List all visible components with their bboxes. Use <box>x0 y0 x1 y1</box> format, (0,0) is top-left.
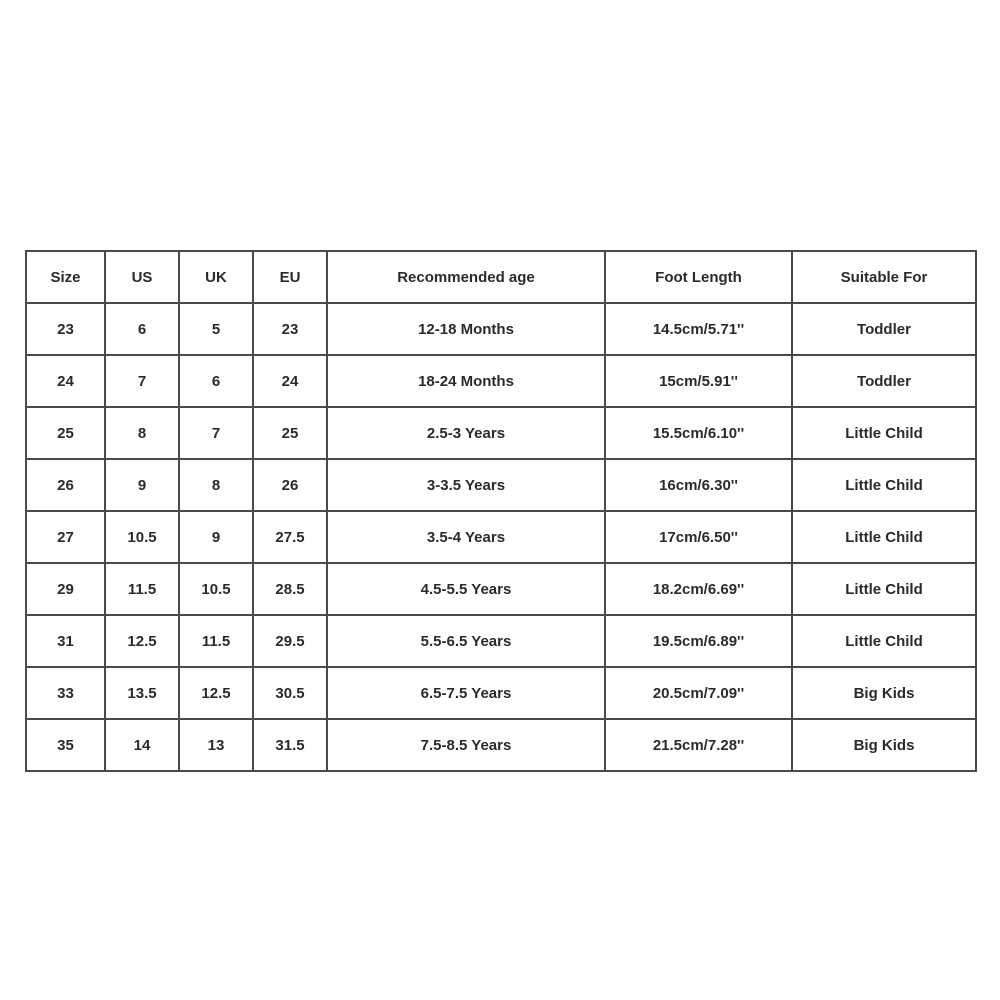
table-row <box>26 459 976 511</box>
cell-recommended-age: 5.5-6.5 Years <box>327 615 605 667</box>
cell-size: 33 <box>26 667 105 719</box>
cell-size: 35 <box>26 719 105 771</box>
cell-suitable-for: Toddler <box>792 303 976 355</box>
cell-us: 14 <box>105 719 179 771</box>
cell-suitable-for: Big Kids <box>792 667 976 719</box>
table-row <box>26 511 976 563</box>
cell-eu: 31.5 <box>253 719 327 771</box>
size-chart-table <box>25 250 977 772</box>
cell-eu: 30.5 <box>253 667 327 719</box>
cell-suitable-for: Little Child <box>792 407 976 459</box>
table-row <box>26 407 976 459</box>
header-foot-length: Foot Length <box>605 251 792 303</box>
cell-recommended-age: 12-18 Months <box>327 303 605 355</box>
cell-suitable-for: Big Kids <box>792 719 976 771</box>
header-row <box>26 251 976 303</box>
header-eu: EU <box>253 251 327 303</box>
cell-us: 7 <box>105 355 179 407</box>
table-header <box>26 251 976 303</box>
cell-uk: 6 <box>179 355 253 407</box>
cell-size: 31 <box>26 615 105 667</box>
cell-uk: 11.5 <box>179 615 253 667</box>
cell-eu: 23 <box>253 303 327 355</box>
table-body <box>26 303 976 771</box>
header-uk: UK <box>179 251 253 303</box>
cell-size: 26 <box>26 459 105 511</box>
cell-size: 23 <box>26 303 105 355</box>
cell-us: 6 <box>105 303 179 355</box>
cell-foot-length: 16cm/6.30'' <box>605 459 792 511</box>
cell-recommended-age: 7.5-8.5 Years <box>327 719 605 771</box>
cell-recommended-age: 3-3.5 Years <box>327 459 605 511</box>
header-us: US <box>105 251 179 303</box>
cell-eu: 26 <box>253 459 327 511</box>
cell-us: 13.5 <box>105 667 179 719</box>
header-size: Size <box>26 251 105 303</box>
cell-recommended-age: 3.5-4 Years <box>327 511 605 563</box>
cell-uk: 5 <box>179 303 253 355</box>
cell-us: 10.5 <box>105 511 179 563</box>
header-recommended-age: Recommended age <box>327 251 605 303</box>
table-row <box>26 615 976 667</box>
cell-uk: 10.5 <box>179 563 253 615</box>
cell-eu: 24 <box>253 355 327 407</box>
cell-suitable-for: Little Child <box>792 511 976 563</box>
cell-foot-length: 15.5cm/6.10'' <box>605 407 792 459</box>
table-row <box>26 719 976 771</box>
cell-eu: 25 <box>253 407 327 459</box>
cell-size: 24 <box>26 355 105 407</box>
cell-us: 12.5 <box>105 615 179 667</box>
cell-size: 25 <box>26 407 105 459</box>
cell-uk: 12.5 <box>179 667 253 719</box>
cell-recommended-age: 4.5-5.5 Years <box>327 563 605 615</box>
cell-uk: 8 <box>179 459 253 511</box>
cell-uk: 9 <box>179 511 253 563</box>
cell-foot-length: 21.5cm/7.28'' <box>605 719 792 771</box>
cell-foot-length: 20.5cm/7.09'' <box>605 667 792 719</box>
cell-uk: 7 <box>179 407 253 459</box>
cell-foot-length: 17cm/6.50'' <box>605 511 792 563</box>
cell-eu: 27.5 <box>253 511 327 563</box>
cell-us: 9 <box>105 459 179 511</box>
cell-size: 27 <box>26 511 105 563</box>
cell-foot-length: 18.2cm/6.69'' <box>605 563 792 615</box>
cell-recommended-age: 6.5-7.5 Years <box>327 667 605 719</box>
cell-us: 11.5 <box>105 563 179 615</box>
table-row <box>26 563 976 615</box>
cell-foot-length: 15cm/5.91'' <box>605 355 792 407</box>
cell-suitable-for: Little Child <box>792 563 976 615</box>
header-suitable-for: Suitable For <box>792 251 976 303</box>
table-row <box>26 667 976 719</box>
cell-eu: 29.5 <box>253 615 327 667</box>
table-row <box>26 355 976 407</box>
cell-us: 8 <box>105 407 179 459</box>
cell-recommended-age: 2.5-3 Years <box>327 407 605 459</box>
cell-foot-length: 19.5cm/6.89'' <box>605 615 792 667</box>
cell-suitable-for: Toddler <box>792 355 976 407</box>
cell-size: 29 <box>26 563 105 615</box>
cell-uk: 13 <box>179 719 253 771</box>
cell-suitable-for: Little Child <box>792 459 976 511</box>
cell-recommended-age: 18-24 Months <box>327 355 605 407</box>
cell-eu: 28.5 <box>253 563 327 615</box>
table-row <box>26 303 976 355</box>
cell-foot-length: 14.5cm/5.71'' <box>605 303 792 355</box>
cell-suitable-for: Little Child <box>792 615 976 667</box>
